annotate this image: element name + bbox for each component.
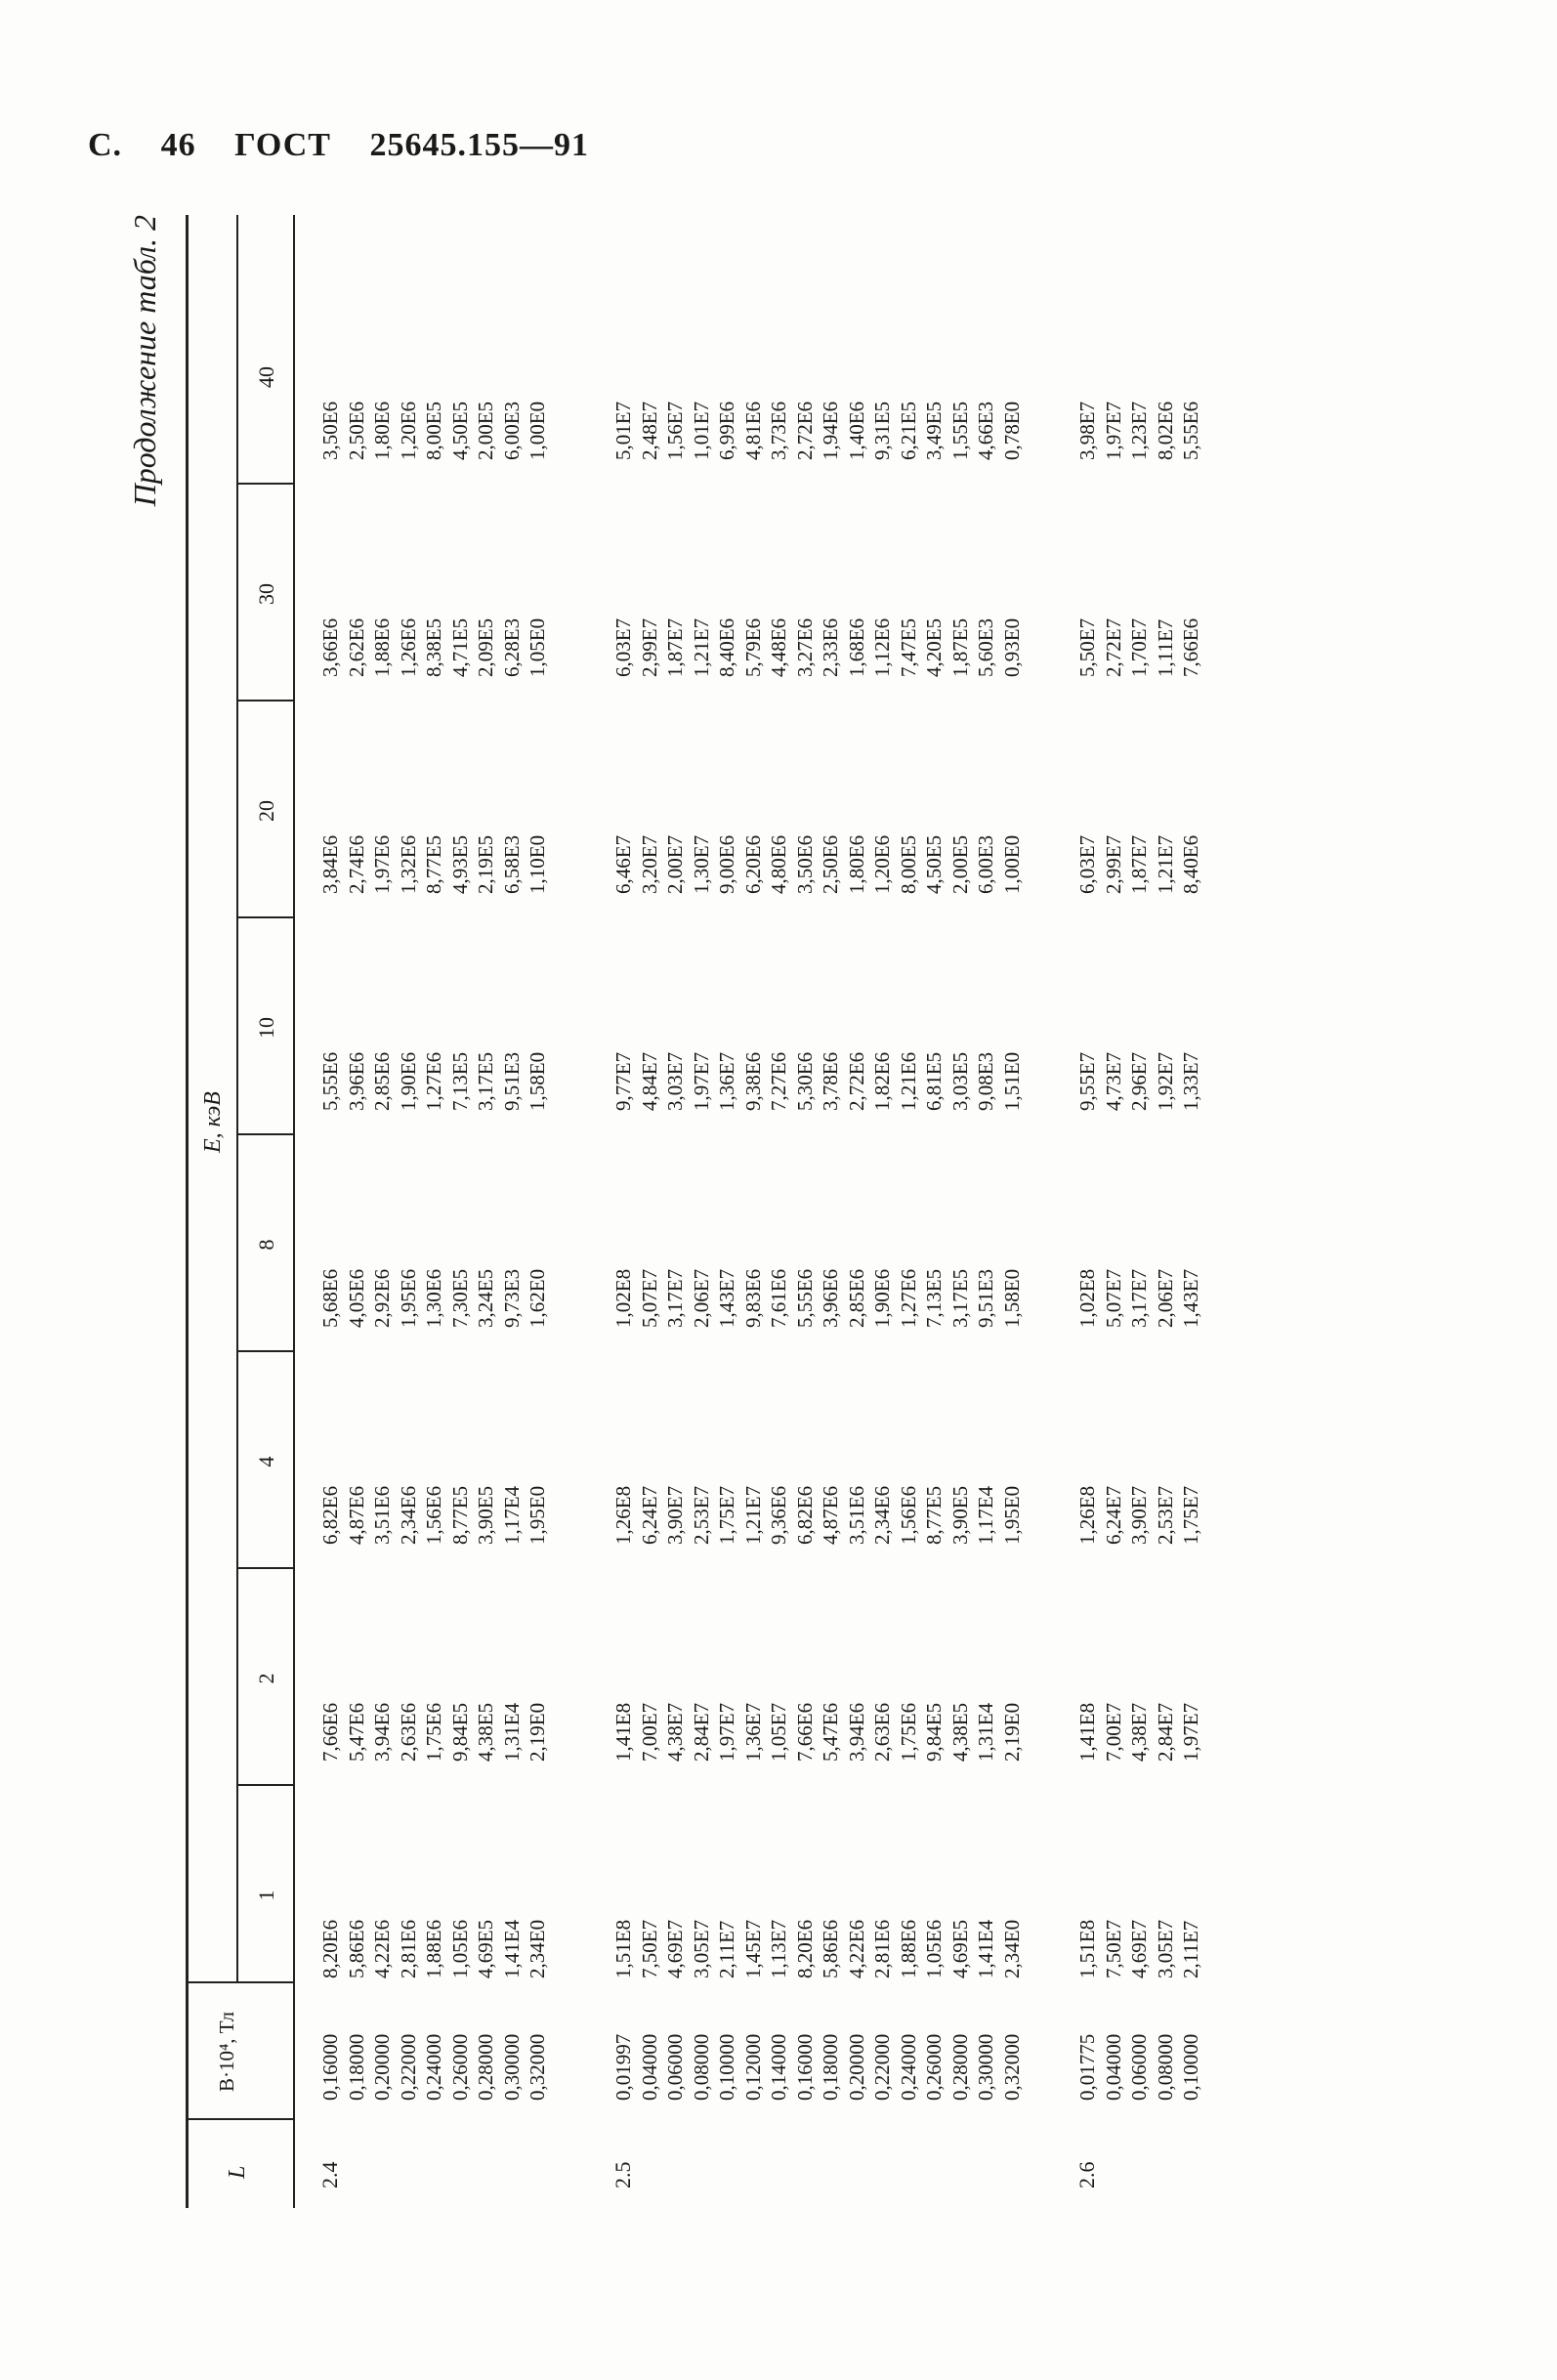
header-standard: ГОСТ — [234, 127, 331, 163]
energy-col-header: 2 — [254, 1673, 278, 1684]
energy-col-rule — [236, 916, 293, 918]
energy-col-header: 1 — [254, 1890, 278, 1901]
block-flux-column: 5,50E7 2,72E7 1,70E7 1,11E7 7,66E6 — [1075, 617, 1202, 677]
block-flux-column: 1,02E8 5,07E7 3,17E7 2,06E7 1,43E7 — [1075, 1268, 1202, 1328]
block-flux-column: 9,77E7 4,84E7 3,03E7 1,97E7 1,36E7 9,38E6 7,27E6 5,30E6 3,78E6 2,72E6 1,82E6 1,21E6 6,81E5 3,03E5 9,08E3 1,51E0 — [611, 1051, 1024, 1111]
energy-col-rule — [236, 1350, 293, 1352]
data-table — [186, 215, 1397, 2208]
energy-col-header: 4 — [254, 1456, 278, 1467]
block-flux-column: 8,20E6 5,86E6 4,22E6 2,81E6 1,88E6 1,05E6 4,69E5 1,41E4 2,34E0 — [318, 1919, 549, 1978]
block-flux-column: 6,03E7 2,99E7 1,87E7 1,21E7 8,40E6 5,79E6 4,48E6 3,27E6 2,33E6 1,68E6 1,12E6 7,47E5 4,20E5 1,87E5 5,60E3 0,93E0 — [611, 617, 1024, 677]
block-flux-column: 1,41E8 7,00E7 4,38E7 2,84E7 1,97E7 1,36E7 1,05E7 7,66E6 5,47E6 3,94E6 2,63E6 1,75E6 9,84E5 4,38E5 1,31E4 2,19E0 — [611, 1702, 1024, 1762]
header-bottom-rule — [293, 215, 295, 2208]
block-flux-column: 9,55E7 4,73E7 2,96E7 1,92E7 1,33E7 — [1075, 1051, 1202, 1111]
energy-col-header: 40 — [254, 366, 278, 388]
energy-col-rule — [236, 483, 293, 485]
page-header — [88, 127, 618, 164]
header-vrule-1 — [186, 2118, 293, 2120]
block-B-column: 0,01997 0,04000 0,06000 0,08000 0,10000 0,12000 0,14000 0,16000 0,18000 0,20000 0,22000 0,24000 0,26000 0,28000 0,30000 0,32000 — [611, 2033, 1024, 2101]
header-prefix: С. — [88, 127, 123, 163]
energy-col-rule — [236, 1567, 293, 1569]
energy-col-header: 30 — [254, 583, 278, 605]
table-caption: Продолжение табл. 2 — [127, 215, 162, 507]
block-B-column: 0,16000 0,18000 0,20000 0,22000 0,24000 0,26000 0,28000 0,30000 0,32000 — [318, 2033, 549, 2101]
block-L-value: 2.5 — [610, 2161, 635, 2189]
block-flux-column: 5,55E6 3,96E6 2,85E6 1,90E6 1,27E6 7,13E5 3,17E5 9,51E3 1,58E0 — [318, 1051, 549, 1111]
header-vrule-2 — [186, 1981, 293, 1983]
col-L-header: L — [225, 2165, 250, 2179]
block-B-column: 0,01775 0,04000 0,06000 0,08000 0,10000 — [1075, 2033, 1202, 2101]
block-flux-column: 3,66E6 2,62E6 1,88E6 1,26E6 8,38E5 4,71E5 2,09E5 6,28E3 1,05E0 — [318, 617, 549, 677]
block-flux-column: 3,50E6 2,50E6 1,80E6 1,20E6 8,00E5 4,50E5 2,00E5 6,00E3 1,00E0 — [318, 401, 549, 460]
block-flux-column: 3,98E7 1,97E7 1,23E7 8,02E6 5,55E6 — [1075, 401, 1202, 460]
energy-col-header: 10 — [254, 1017, 278, 1039]
block-flux-column: 1,41E8 7,00E7 4,38E7 2,84E7 1,97E7 — [1075, 1702, 1202, 1762]
block-flux-column: 7,66E6 5,47E6 3,94E6 2,63E6 1,75E6 9,84E5 4,38E5 1,31E4 2,19E0 — [318, 1702, 549, 1762]
block-flux-column: 5,01E7 2,48E7 1,56E7 1,01E7 6,99E6 4,81E6 3,73E6 2,72E6 1,94E6 1,40E6 9,31E5 6,21E5 3,49E5 1,55E5 4,66E3 0,78E0 — [611, 401, 1024, 460]
energy-col-header: 20 — [254, 800, 278, 822]
block-L-value: 2.6 — [1074, 2161, 1099, 2189]
block-flux-column: 3,84E6 2,74E6 1,97E6 1,32E6 8,77E5 4,93E5 2,19E5 6,58E3 1,10E0 — [318, 834, 549, 894]
rotated-table-area — [127, 215, 1455, 2208]
energy-under-rule — [236, 215, 238, 1983]
table-top-rule — [186, 215, 189, 2208]
energy-col-rule — [236, 700, 293, 701]
block-flux-column: 1,02E8 5,07E7 3,17E7 2,06E7 1,43E7 9,83E6 7,61E6 5,55E6 3,96E6 2,85E6 1,90E6 1,27E6 7,13E5 3,17E5 9,51E3 1,58E0 — [611, 1268, 1024, 1328]
energy-col-rule — [236, 1133, 293, 1135]
block-L-value: 2.4 — [317, 2161, 342, 2189]
energy-col-rule — [236, 1784, 293, 1786]
block-flux-column: 1,26E8 6,24E7 3,90E7 2,53E7 1,75E7 — [1075, 1485, 1202, 1545]
energy-col-header: 8 — [254, 1239, 278, 1251]
block-flux-column: 6,82E6 4,87E6 3,51E6 2,34E6 1,56E6 8,77E5 3,90E5 1,17E4 1,95E0 — [318, 1485, 549, 1545]
block-flux-column: 5,68E6 4,05E6 2,92E6 1,95E6 1,30E6 7,30E5 3,24E5 9,73E3 1,62E0 — [318, 1268, 549, 1328]
block-flux-column: 1,26E8 6,24E7 3,90E7 2,53E7 1,75E7 1,21E7 9,36E6 6,82E6 4,87E6 3,51E6 2,34E6 1,56E6 8,77E5 3,90E5 1,17E4 1,95E0 — [611, 1485, 1024, 1545]
block-flux-column: 1,51E8 7,50E7 4,69E7 3,05E7 2,11E7 1,45E7 1,13E7 8,20E6 5,86E6 4,22E6 2,81E6 1,88E6 1,05E6 4,69E5 1,41E4 2,34E0 — [611, 1919, 1024, 1978]
block-flux-column: 6,46E7 3,20E7 2,00E7 1,30E7 9,00E6 6,20E6 4,80E6 3,50E6 2,50E6 1,80E6 1,20E6 8,00E5 4,50E5 2,00E5 6,00E3 1,00E0 — [611, 834, 1024, 894]
header-page-number: 46 — [160, 127, 196, 163]
col-B-header: B·10⁴, Тл — [215, 2011, 238, 2093]
block-flux-column: 6,03E7 2,99E7 1,87E7 1,21E7 8,40E6 — [1075, 834, 1202, 894]
block-flux-column: 1,51E8 7,50E7 4,69E7 3,05E7 2,11E7 — [1075, 1919, 1202, 1978]
energy-header: E, кэВ — [200, 1091, 226, 1153]
header-standard-number: 25645.155—91 — [369, 127, 589, 163]
